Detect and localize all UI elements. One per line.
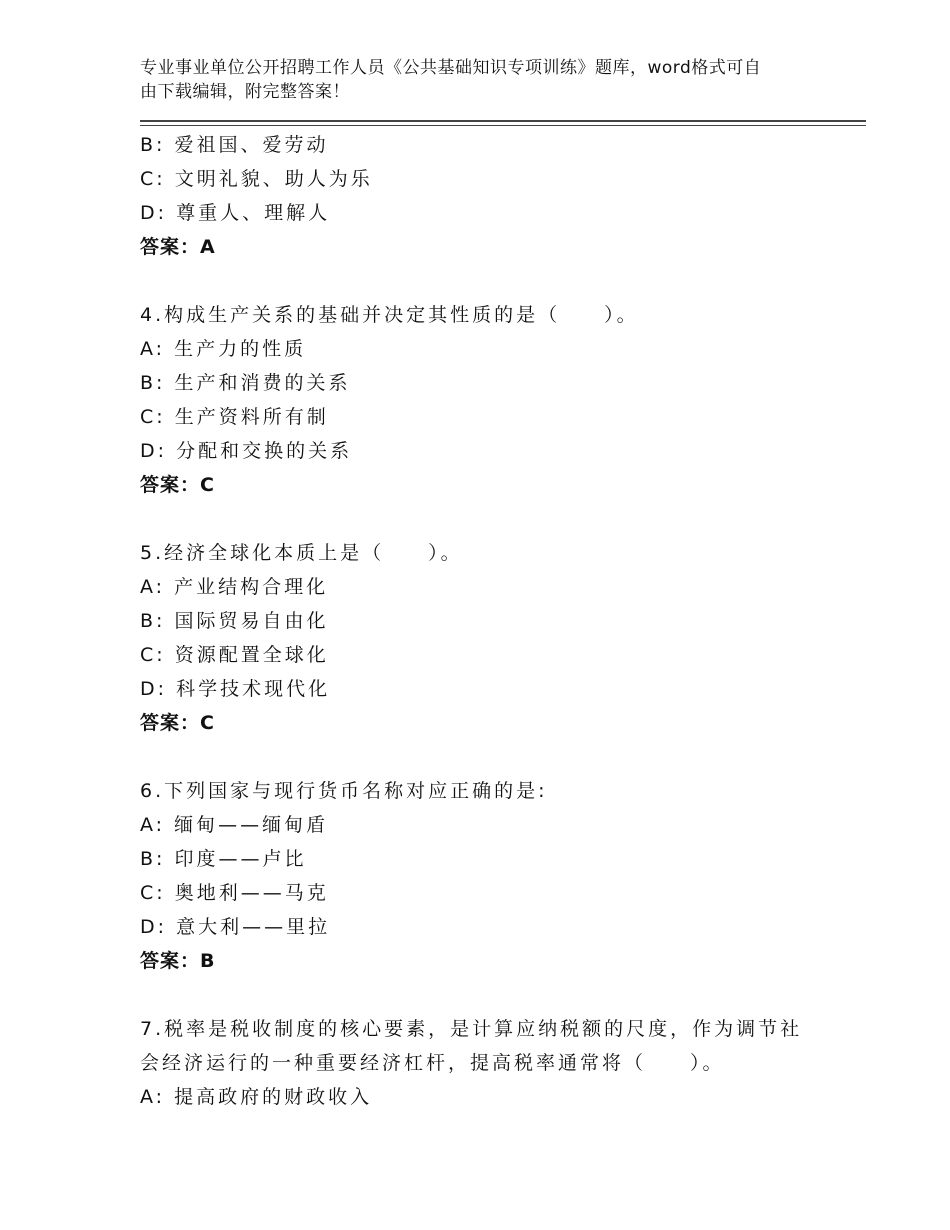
question-stem-line-2: 会经济运行的一种重要经济杠杆，提高税率通常将（ ）。 xyxy=(140,1052,725,1074)
answer-line: 答案：C xyxy=(140,474,215,496)
header-rule-thin xyxy=(140,125,866,126)
option-c: C: 生产资料所有制 xyxy=(140,406,329,428)
header-rule-thick xyxy=(140,120,866,122)
option-a: A: 缅甸——缅甸盾 xyxy=(140,814,329,836)
answer-line: 答案：A xyxy=(140,236,216,258)
page-header xyxy=(140,56,840,104)
option-b: B: 爱祖国、爱劳动 xyxy=(140,134,329,156)
option-d: D: 分配和交换的关系 xyxy=(140,440,353,462)
question-stem: 4.构成生产关系的基础并决定其性质的是（ ）。 xyxy=(140,304,639,326)
option-d: D: 科学技术现代化 xyxy=(140,678,331,700)
option-b: B: 国际贸易自由化 xyxy=(140,610,329,632)
option-d: D: 意大利——里拉 xyxy=(140,916,331,938)
option-c: C: 资源配置全球化 xyxy=(140,644,329,666)
option-b: B: 印度——卢比 xyxy=(140,848,307,870)
option-d: D: 尊重人、理解人 xyxy=(140,202,331,224)
question-stem: 5.经济全球化本质上是（ ）。 xyxy=(140,542,463,564)
answer-line: 答案：B xyxy=(140,950,216,972)
spacer xyxy=(140,978,840,1012)
spacer xyxy=(140,502,840,536)
option-b: B: 生产和消费的关系 xyxy=(140,372,351,394)
header-line-2: 由下载编辑，附完整答案！ xyxy=(140,82,350,102)
option-c: C: 文明礼貌、助人为乐 xyxy=(140,168,373,190)
question-list xyxy=(140,128,840,1114)
answer-line: 答案：C xyxy=(140,712,215,734)
option-a: A: 提高政府的财政收入 xyxy=(140,1086,373,1108)
spacer xyxy=(140,740,840,774)
option-c: C: 奥地利——马克 xyxy=(140,882,329,904)
spacer xyxy=(140,264,840,298)
option-a: A: 生产力的性质 xyxy=(140,338,307,360)
header-line-1: 专业事业单位公开招聘工作人员《公共基础知识专项训练》题库，word格式可自 xyxy=(140,58,762,78)
question-stem-line-1: 7.税率是税收制度的核心要素，是计算应纳税额的尺度，作为调节社 xyxy=(140,1018,803,1040)
option-a: A: 产业结构合理化 xyxy=(140,576,329,598)
question-stem: 6.下列国家与现行货币名称对应正确的是: xyxy=(140,780,548,802)
